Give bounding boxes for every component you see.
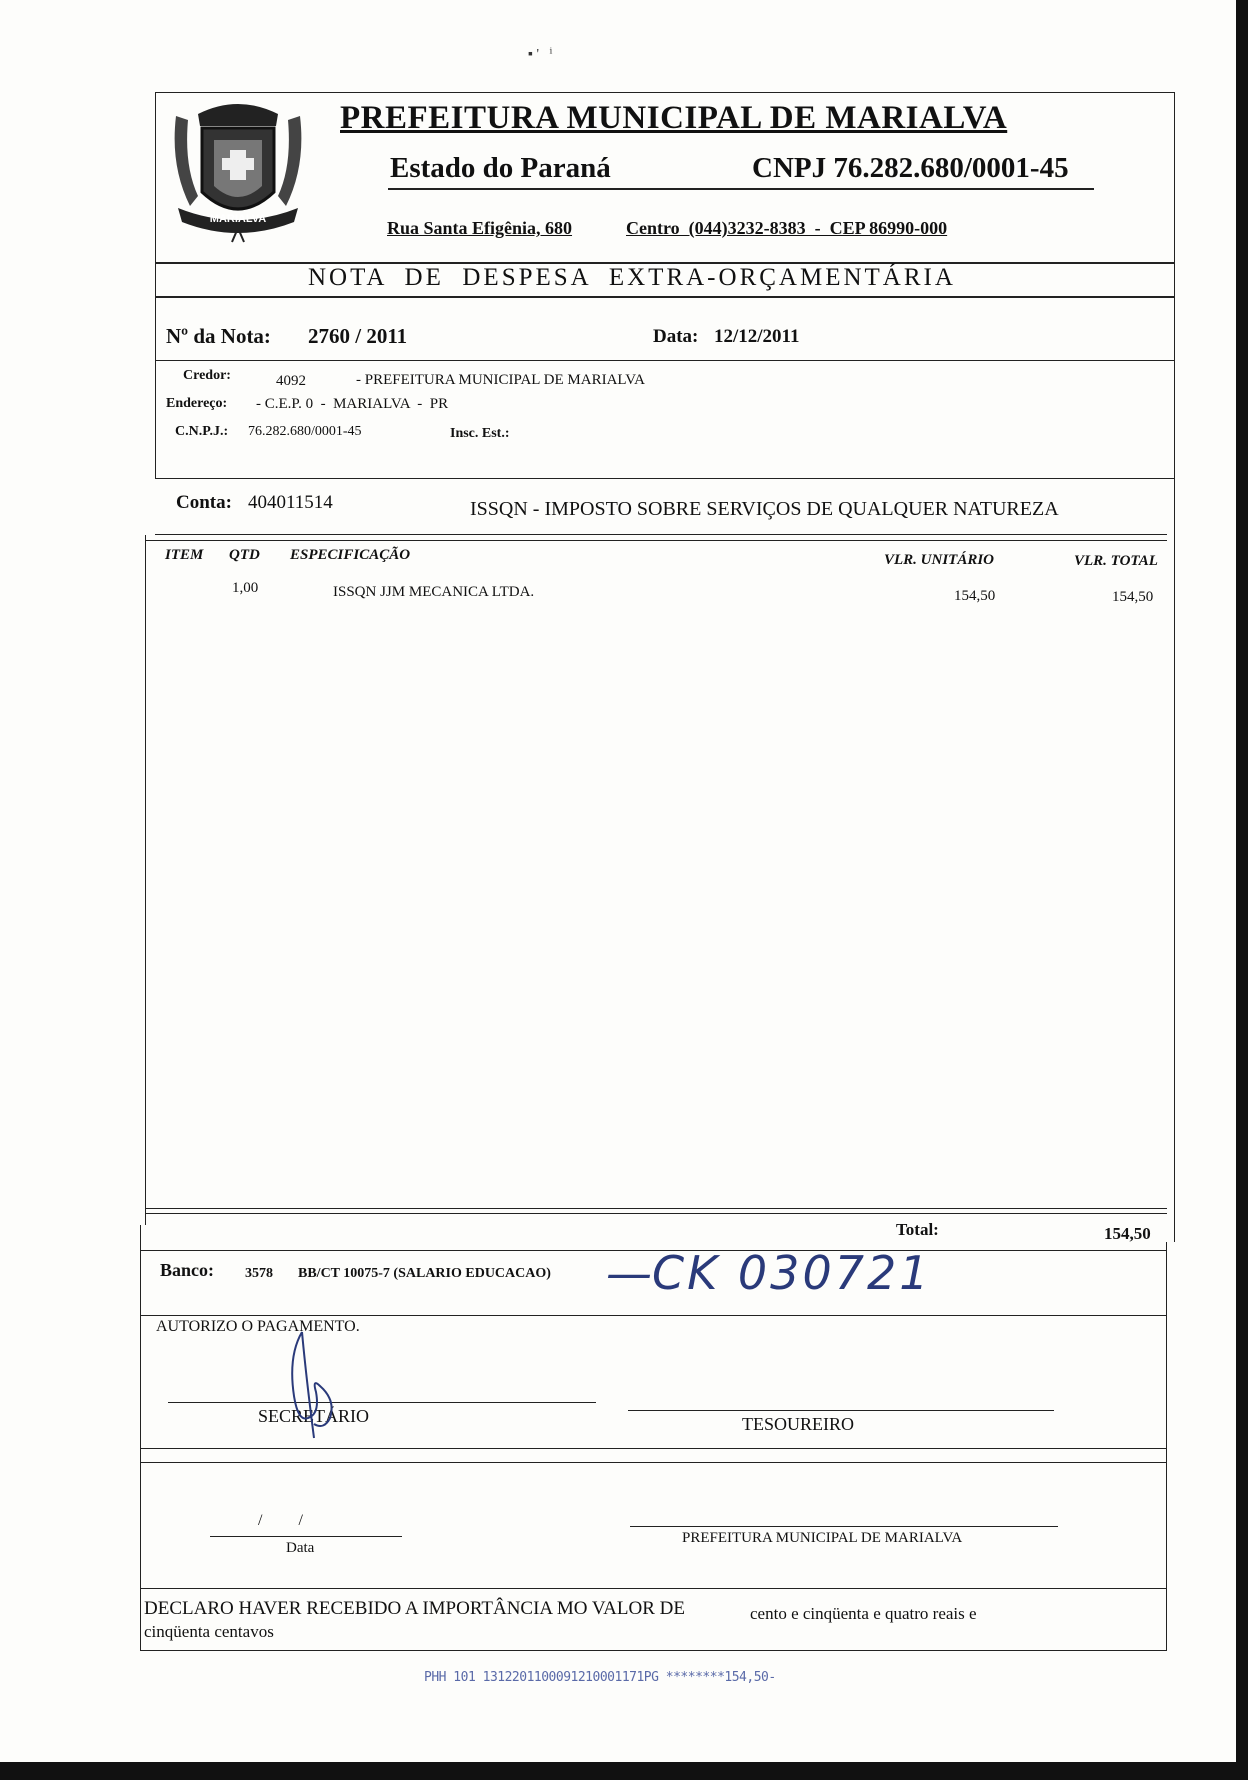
header-underline <box>388 188 1094 190</box>
treasurer-label: TESOUREIRO <box>742 1414 854 1434</box>
creditor-label: Credor: <box>183 368 231 383</box>
secretary-label: SECRETÁRIO <box>258 1406 370 1426</box>
receipt-entity: PREFEITURA MUNICIPAL DE MARIALVA <box>682 1530 963 1546</box>
frame-left-table <box>145 535 146 1225</box>
divider <box>155 360 1175 361</box>
note-number: 2760 / 2011 <box>308 324 408 348</box>
date-label: Data: <box>653 326 699 347</box>
creditor-cnpj: 76.282.680/0001-45 <box>248 424 362 439</box>
header-contact: Centro (044)3232-8383 - CEP 86990-000 <box>626 218 948 238</box>
authorization-text: AUTORIZO O PAGAMENTO. <box>156 1318 360 1335</box>
divider <box>145 1213 1167 1214</box>
creditor-address: - C.E.P. 0 - MARIALVA - PR <box>256 396 449 412</box>
col-qtd-header: QTD <box>229 547 260 563</box>
row-unit-value: 154,50 <box>954 588 996 604</box>
frame-left-upper <box>155 92 156 478</box>
creditor-code: 4092 <box>276 373 306 389</box>
frame-top <box>155 92 1175 93</box>
divider <box>155 534 1167 535</box>
account-label: Conta: <box>176 492 232 513</box>
divider <box>155 296 1175 298</box>
divider <box>145 540 1167 541</box>
divider <box>140 1448 1166 1449</box>
address-label: Endereço: <box>166 396 228 411</box>
coat-of-arms-logo <box>168 96 308 244</box>
creditor-name: - PREFEITURA MUNICIPAL DE MARIALVA <box>356 372 645 388</box>
divider <box>145 1208 1167 1209</box>
col-spec-header: ESPECIFICAÇÃO <box>290 547 411 563</box>
logo-text: MARIALVA <box>209 213 267 225</box>
scan-border <box>0 1762 1248 1780</box>
note-date: 12/12/2011 <box>714 326 800 347</box>
handwritten-signature <box>280 1326 360 1446</box>
bank-account: BB/CT 10075-7 (SALARIO EDUCACAO) <box>298 1266 551 1281</box>
document-type: NOTA DE DESPESA EXTRA-ORÇAMENTÁRIA <box>308 264 956 291</box>
page-title: PREFEITURA MUNICIPAL DE MARIALVA <box>340 100 1008 136</box>
amount-words-1: cento e cinqüenta e quatro reais e <box>750 1604 977 1623</box>
date-slashes: / / <box>258 1512 303 1529</box>
state-name: Estado do Paraná <box>390 152 611 184</box>
total-value: 154,50 <box>1104 1224 1151 1243</box>
account-description: ISSQN - IMPOSTO SOBRE SERVIÇOS DE QUALQUER NATUREZA <box>470 498 1059 520</box>
divider <box>140 1315 1166 1316</box>
bank-label: Banco: <box>160 1260 214 1280</box>
receipt-date-label: Data <box>286 1540 315 1556</box>
row-total-value: 154,50 <box>1112 589 1154 605</box>
signature-line <box>630 1526 1058 1527</box>
signature-line <box>168 1402 596 1403</box>
bank-code: 3578 <box>245 1266 273 1281</box>
divider <box>140 1588 1166 1589</box>
divider <box>140 1650 1166 1651</box>
header-address: Rua Santa Efigênia, 680 <box>387 218 573 238</box>
col-item-header: ITEM <box>165 547 204 563</box>
handwritten-check-number: —CK 030721 <box>606 1246 932 1300</box>
scan-marks: ▪ ' ⁱ <box>528 47 553 62</box>
amount-words-2: cinqüenta centavos <box>144 1622 274 1641</box>
header-cnpj: CNPJ 76.282.680/0001-45 <box>752 152 1069 184</box>
note-number-label: Nº da Nota: <box>166 324 271 348</box>
account-number: 404011514 <box>248 492 333 513</box>
frame-right <box>1174 92 1175 1242</box>
declaration-text: DECLARO HAVER RECEBIDO A IMPORTÂNCIA MO VALOR DE <box>144 1598 685 1619</box>
divider <box>155 478 1175 479</box>
bank-authentication-stamp: PHH 101 1312201100091210001171PG ********154,50- <box>424 1670 776 1685</box>
frame-right-lower <box>1166 1242 1167 1651</box>
total-label: Total: <box>896 1220 939 1239</box>
date-line <box>210 1536 402 1537</box>
insc-est-label: Insc. Est.: <box>450 426 510 441</box>
cnpj-label: C.N.P.J.: <box>175 424 229 439</box>
col-total-header: VLR. TOTAL <box>1074 553 1158 569</box>
col-unit-header: VLR. UNITÁRIO <box>884 552 995 568</box>
divider <box>140 1462 1166 1463</box>
row-qtd: 1,00 <box>232 580 259 596</box>
scan-border <box>1236 0 1248 1780</box>
row-spec: ISSQN JJM MECANICA LTDA. <box>333 584 535 600</box>
signature-line <box>628 1410 1054 1411</box>
